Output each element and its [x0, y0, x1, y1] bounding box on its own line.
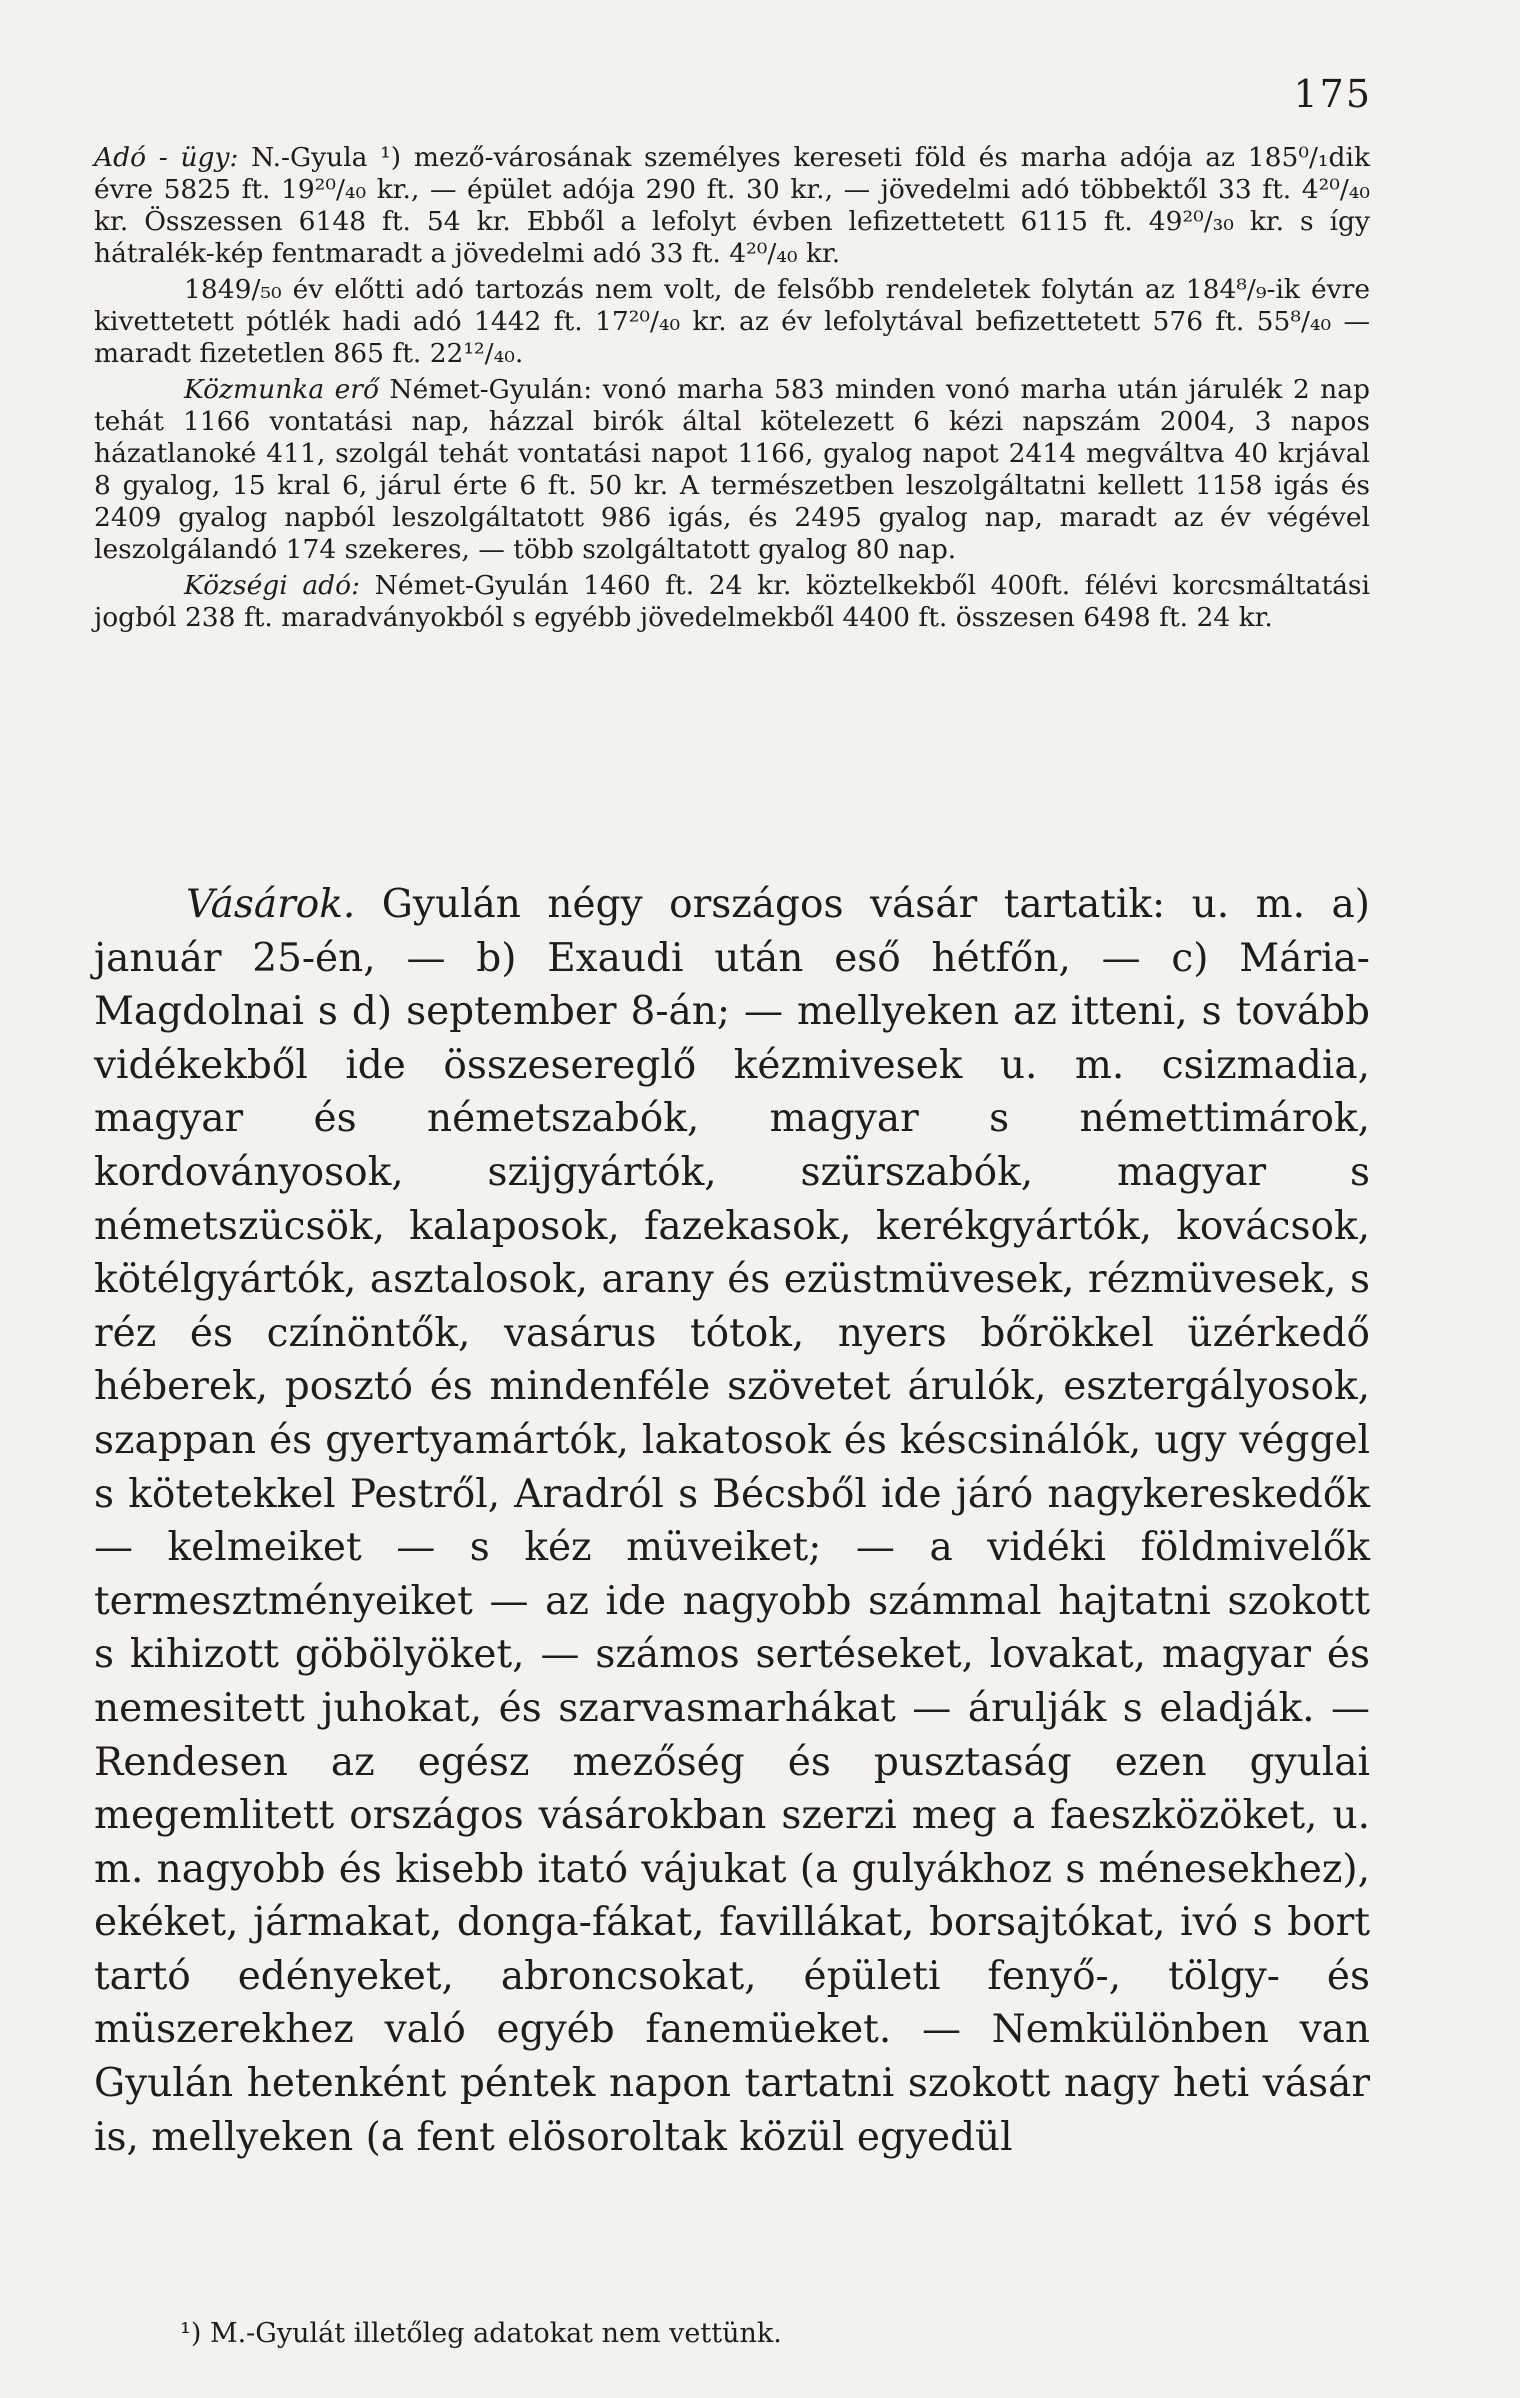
- markets-paragraph: [94, 878, 1370, 2164]
- page-number: 175: [1293, 72, 1372, 116]
- paragraph-lead: Községi adó:: [184, 570, 361, 601]
- footnote-marker: ¹): [180, 2318, 202, 2349]
- markets-text: Gyulán négy országos vásár tartatik: u. m. a) január 25-én, — b) Exaudi után eső hétfőn, — c) Mária-Magdolnai s d) september 8-án; — mellyeken az itteni, s tovább vidékekből ide összesereglő kézmivesek u. m. csizmadia, magyar és németszabók, magyar s némettimárok, kordoványosok, szijgyártók, szürszabók, magyar s németszücsök, kalaposok, fazekasok, kerékgyártók, kovácsok, kötélgyártók, asztalosok, arany és ezüstmüvesek, rézmüvesek, s réz és czínöntők, vasárus tótok, nyers bőrökkel üzérkedő héberek, posztó és mindenféle szövetet árulók, esztergályosok, szappan és gyertyamártók, lakatosok és késcsinálók, ugy véggel s kötetekkel Pestről, Aradról s Bécsből ide járó nagykereskedők — kelmeiket — s kéz müveiket; — a vidéki földmivelők termesztményeiket — az ide nagyobb számmal hajtatni szokott s kihizott göbölyöket, — számos sertéseket, lovakat, magyar és nemesitett juhokat, és szarvasmarhákat — árulják s eladják. — Rendesen az egész mezőség és pusztaság ezen gyulai megemlitett országos vásárokban szerzi meg a faeszközöket, u. m. nagyobb és kisebb itató vájukat (a gulyákhoz s ménesekhez), ekéket, jármakat, donga-fákat, favillákat, borsajtókat, ivó s bort tartó edényeket, abroncsokat, épületi fenyő-, tölgy- és müszerekhez való egyéb fanemüeket. — Nemkülönben van Gyulán hetenként péntek napon tartatni szokott nagy heti vásár is, mellyeken (a fent elösoroltak közül egyedül: [94, 882, 1370, 2160]
- markets-section: [94, 878, 1370, 2164]
- paragraph-text: Német-Gyulán 1460 ft. 24 kr. köztelkekből 400ft. félévi korcsmáltatási jogból 238 ft. maradványokból s egyébb jövedelmekből 4400 ft. összesen 6498 ft. 24 kr.: [94, 570, 1371, 633]
- municipal-tax-paragraph: [94, 570, 1370, 634]
- footnote: [180, 2318, 1280, 2350]
- paragraph-text: 1849/₅₀ év előtti adó tartozás nem volt, de felsőbb rendeletek folytán az 184⁸/₉-ik évre kivettetett pótlék hadi adó 1442 ft. 17²⁰/₄₀ kr. az év lefolytával befizettetett 576 ft. 55⁸/₄₀ — maradt fizetetlen 865 ft. 22¹²/₄₀.: [94, 274, 1370, 369]
- paragraph-text: Német-Gyulán: vonó marha 583 minden vonó marha után járulék 2 nap tehát 1166 vontatási nap, házzal birók által kötelezett 6 kézi napszám 2004, 3 napos házatlanoké 411, szolgál tehát vontatási napot 1166, gyalog napot 2414 megváltva 40 krjával 8 gyalog, 15 kral 6, járul érte 6 ft. 50 kr. A természetben leszolgáltatni kellett 1158 igás és 2409 gyalog napból leszolgáltatott 986 igás, és 2495 gyalog nap, maradt az év végével leszolgálandó 174 szekeres, — több szolgáltatott gyalog 80 nap.: [94, 374, 1370, 565]
- paragraph-lead: Adó - ügy:: [94, 142, 239, 173]
- section-heading: Vásárok.: [186, 882, 356, 927]
- footnote-text: M.-Gyulát illetőleg adatokat nem vettünk.: [201, 2318, 782, 2349]
- statistics-section: [94, 142, 1370, 634]
- paragraph-text: N.-Gyula ¹) mező-városának személyes kereseti föld és marha adója az 185⁰/₁dik évre 5825 ft. 19²⁰/₄₀ kr., — épület adója 290 ft. 30 kr., — jövedelmi adó többektől 33 ft. 4²⁰/₄₀ kr. Összessen 6148 ft. 54 kr. Ebből a lefolyt évben lefizettetett 6115 ft. 49²⁰/₃₀ kr. s így hátralék-kép fentmaradt a jövedelmi adó 33 ft. 4²⁰/₄₀ kr.: [94, 142, 1370, 269]
- arrears-paragraph: [94, 274, 1370, 370]
- tax-paragraph: [94, 142, 1370, 270]
- public-works-paragraph: [94, 374, 1370, 566]
- paragraph-lead: Közmunka erő: [184, 374, 379, 405]
